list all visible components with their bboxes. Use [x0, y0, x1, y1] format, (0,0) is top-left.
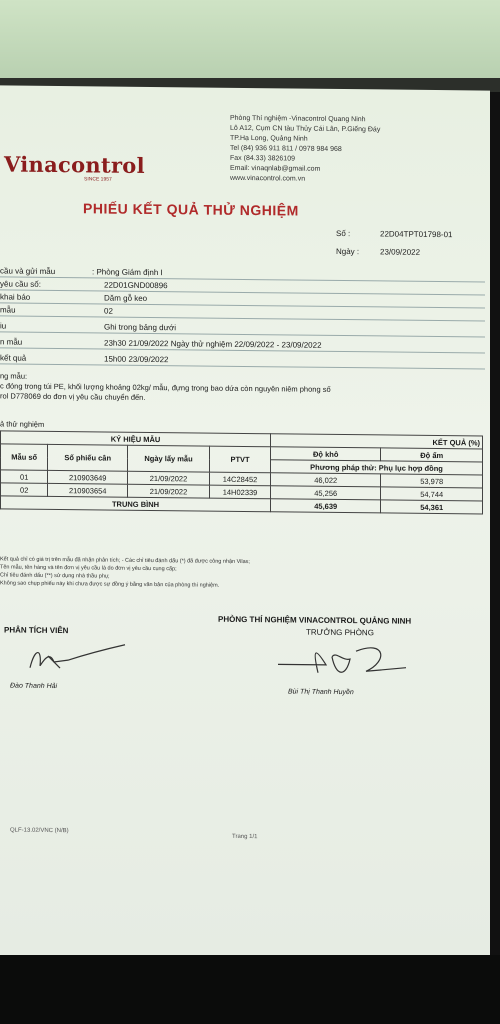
sample-line-2: rol D778069 do đơn vị yêu cầu chuyển đến.	[0, 391, 146, 402]
footnote: Kết quả chỉ có giá trị trên mẫu đã nhận phân tích; - Các chỉ tiêu đánh dấu (*) đã được công nhận Vilas;	[0, 556, 250, 566]
field-value: : Phòng Giám định I	[92, 267, 163, 278]
document-title: PHIẾU KẾT QUẢ THỬ NGHIỆM	[83, 200, 299, 219]
cell-moisture: 53,978	[381, 474, 483, 488]
footnote: Chỉ tiêu đánh dấu (**) sử dụng nhà thầu phụ;	[0, 572, 110, 580]
cell-sampling-date: 21/09/2022	[127, 484, 209, 498]
field-value: 15h00 23/09/2022	[104, 354, 169, 365]
footnote: Tên mẫu, tên hàng và tên đơn vị yêu cầu là do đơn vị yêu cầu cung cấp;	[0, 564, 177, 573]
average-moisture: 54,361	[381, 500, 483, 514]
doc-date-label: Ngày :	[336, 246, 360, 257]
lab-tel: Tel (84) 936 911 811 / 0978 984 968	[230, 144, 342, 154]
doc-date: 23/09/2022	[380, 247, 421, 257]
head-title: TRƯỞNG PHÒNG	[306, 627, 374, 638]
col-vehicle: PTVT	[210, 446, 271, 473]
lab-contact-block	[230, 114, 380, 186]
analyst-signature	[20, 638, 130, 679]
cell-weigh-ticket: 210903649	[48, 470, 128, 484]
lab-address-2: TP.Hạ Long, Quảng Ninh	[230, 134, 308, 143]
lab-website: www.vinacontrol.com.vn	[230, 174, 306, 183]
background-top	[0, 0, 500, 80]
vinacontrol-logo: Vinacontrol	[4, 151, 145, 178]
sample-description	[0, 371, 480, 406]
footnotes	[0, 555, 485, 592]
doc-number-label: Số :	[336, 228, 351, 239]
cell-dryness: 46,022	[271, 473, 381, 487]
cell-sample-no: 02	[1, 483, 48, 496]
field-value: 22D01GND00896	[104, 280, 168, 291]
cell-sample-no: 01	[1, 470, 48, 483]
col-moisture: Độ ẩm	[381, 448, 483, 462]
field-value: Dăm gỗ keo	[104, 293, 148, 303]
doc-number: 22D04TPT01798-01	[380, 229, 453, 240]
lab-email: Email: vinaqnlab@gmail.com	[230, 164, 321, 173]
background-bottom	[0, 955, 500, 1024]
results-table	[0, 430, 483, 514]
col-dryness: Độ khô	[271, 447, 381, 461]
field-value: 02	[104, 306, 113, 316]
logo-since: SINCE 1957	[84, 176, 112, 183]
head-signature	[276, 636, 416, 682]
footnote: Không sao chụp phiếu này khi chưa được sự đồng ý bằng văn bản của phòng thí nghiệm.	[0, 580, 220, 589]
test-method: Phương pháp thử: Phụ lục hợp đồng	[271, 460, 483, 475]
field-key: iu	[0, 321, 7, 331]
cell-vehicle: 14H02339	[210, 485, 271, 499]
form-code: QLF-13.02/VNC (N/B)	[10, 827, 69, 835]
field-key: khai báo	[0, 292, 31, 302]
cell-sampling-date: 21/09/2022	[127, 471, 209, 485]
field-key: n mẫu	[0, 337, 23, 347]
average-label: TRUNG BÌNH	[1, 496, 271, 512]
result-group-header: KẾT QUẢ (%)	[271, 434, 483, 449]
field-value: Ghi trong bảng dưới	[104, 322, 176, 333]
page-number: Trang 1/1	[232, 833, 258, 841]
analyst-name: Đào Thanh Hải	[10, 682, 58, 691]
field-row	[0, 352, 485, 369]
average-dryness: 45,639	[271, 499, 381, 513]
field-row	[0, 336, 485, 353]
lab-fax: Fax (84.33) 3826109	[230, 154, 295, 163]
lab-org-title: PHÒNG THÍ NGHIỆM VINACONTROL QUẢNG NINH	[218, 614, 412, 626]
field-key: mẫu	[0, 305, 16, 315]
analyst-title: PHÂN TÍCH VIÊN	[4, 625, 69, 636]
test-result-heading: ả thử nghiệm	[0, 419, 45, 429]
sample-line-1: c đóng trong túi PE, khối lượng khoảng 02kg/ mẫu, đựng trong bao dứa còn nguyên niêm phong số	[0, 381, 331, 394]
col-weigh-ticket: Số phiếu cân	[48, 444, 128, 471]
test-result-document	[0, 85, 490, 960]
field-key: kết quả	[0, 353, 27, 363]
cell-weigh-ticket: 210903654	[48, 483, 128, 497]
col-sample-no: Mẫu số	[1, 444, 48, 470]
col-sampling-date: Ngày lấy mẫu	[127, 445, 209, 472]
field-row	[0, 320, 485, 337]
cell-dryness: 45,256	[271, 486, 381, 500]
field-key: cầu và gửi mẫu	[0, 266, 56, 277]
sample-group-header: KÝ HIỆU MẪU	[1, 431, 271, 447]
lab-name: Phòng Thí nghiệm -Vinacontrol Quang Ninh	[230, 114, 366, 124]
cell-vehicle: 14C28452	[210, 472, 271, 486]
field-key: yêu cầu số:	[0, 279, 41, 289]
cell-moisture: 54,744	[381, 487, 483, 501]
field-value: 23h30 21/09/2022 Ngày thử nghiệm 22/09/2022 - 23/09/2022	[104, 338, 322, 350]
lab-address-1: Lô A12, Cụm CN tàu Thủy Cái Lân, P.Giếng Đáy	[230, 124, 381, 134]
head-name: Bùi Thị Thanh Huyền	[288, 688, 354, 697]
sample-heading: ng mẫu:	[0, 371, 28, 381]
